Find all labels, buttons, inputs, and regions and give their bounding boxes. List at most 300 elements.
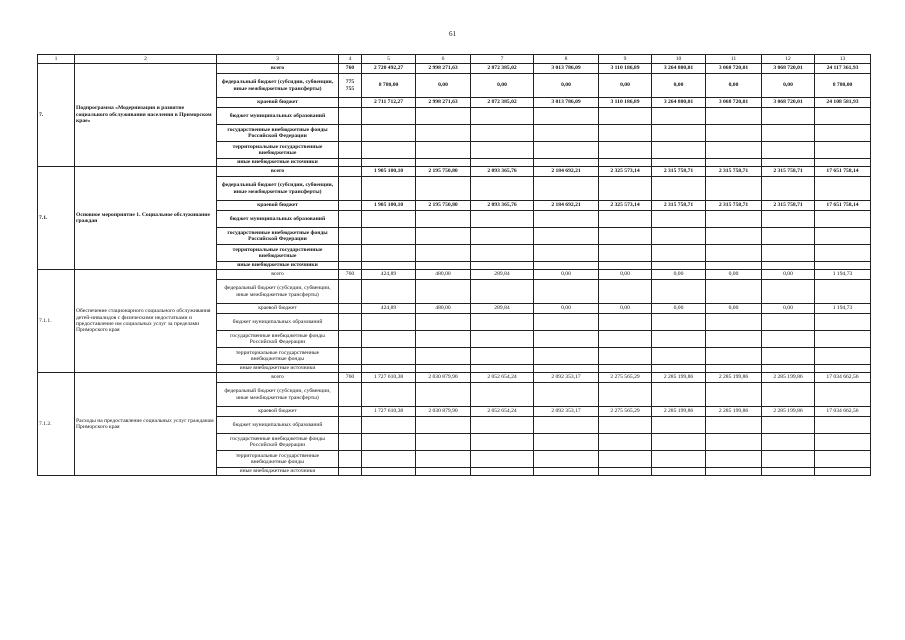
header-cell: 1 [38,55,75,64]
year-value: 0,00 [534,304,599,314]
header-cell: 9 [599,55,652,64]
year-value [416,108,471,125]
year-value [471,417,534,434]
year-value: 2 325 573,14 [599,201,652,211]
total-value: 24 117 361,93 [815,64,871,74]
page-number: 61 [449,30,456,38]
year-value [416,262,471,270]
year-value [762,348,815,365]
year-value [471,211,534,228]
year-value [762,280,815,304]
year-value [471,245,534,262]
total-value [815,314,871,331]
year-value [534,417,599,434]
year-value [599,417,652,434]
year-value: 2 184 692,21 [534,201,599,211]
year-value [762,245,815,262]
header-cell: 2 [75,55,217,64]
year-value [762,383,815,407]
year-value [599,280,652,304]
year-value: 2 195 750,80 [416,167,471,177]
year-value [599,177,652,201]
year-value [416,468,471,476]
year-value [652,142,706,159]
year-value [534,331,599,348]
year-value: 2 052 654,24 [471,373,534,383]
funding-source: территориальные государственные внебюджетные [217,245,339,262]
year-value [471,365,534,373]
year-value [599,383,652,407]
year-value [534,142,599,159]
total-value [815,280,871,304]
total-value [815,331,871,348]
year-value [762,434,815,451]
year-value: 2 275 565,29 [599,407,652,417]
year-value [706,451,762,468]
year-value [362,142,416,159]
year-value [652,451,706,468]
total-value: 17 034 662,56 [815,373,871,383]
year-value: 3 110 186,89 [599,98,652,108]
year-value: 2 315 758,71 [652,167,706,177]
budget-code [339,331,362,348]
year-value [416,348,471,365]
funding-source: федеральный бюджет (субсидии, субвенции, иные межбюджетные трансферты) [217,74,339,98]
budget-code [339,245,362,262]
budget-code [339,125,362,142]
year-value [762,262,815,270]
year-value [416,365,471,373]
year-value: 3 264 800,01 [652,98,706,108]
year-value [416,177,471,201]
year-value [362,262,416,270]
year-value: 1 905 100,10 [362,167,416,177]
year-value [652,280,706,304]
total-value [815,108,871,125]
year-value [762,451,815,468]
year-value [534,159,599,167]
year-value [706,365,762,373]
year-value: 3 013 786,09 [534,64,599,74]
total-value [815,348,871,365]
year-value [599,331,652,348]
year-value [534,468,599,476]
year-value [471,262,534,270]
total-value: 24 108 581,93 [815,98,871,108]
year-value [471,142,534,159]
year-value: 424,89 [362,304,416,314]
year-value: 0,00 [416,74,471,98]
year-value [652,108,706,125]
year-value [599,125,652,142]
total-value [815,468,871,476]
year-value: 0,00 [599,270,652,280]
year-value: 480,00 [416,270,471,280]
funding-source: иные внебюджетные источники [217,468,339,476]
year-value: 1 905 100,10 [362,201,416,211]
year-value [416,331,471,348]
budget-code [339,348,362,365]
header-cell: 12 [762,55,815,64]
year-value [706,211,762,228]
year-value [534,348,599,365]
year-value: 2 285 199,86 [762,407,815,417]
year-value: 289,84 [471,270,534,280]
year-value: 0,00 [762,304,815,314]
year-value: 2 092 353,17 [534,373,599,383]
total-value [815,159,871,167]
budget-code [339,407,362,417]
funding-source: федеральный бюджет (субсидии, субвенции, иные межбюджетные трансферты) [217,280,339,304]
total-value [815,383,871,407]
funding-source: государственные внебюджетные фонды Российской Федерации [217,228,339,245]
year-value: 3 068 720,01 [762,64,815,74]
year-value [534,365,599,373]
year-value [706,159,762,167]
year-value: 2 711 712,27 [362,98,416,108]
year-value [652,365,706,373]
year-value: 1 727 610,38 [362,407,416,417]
year-value: 3 068 720,01 [706,98,762,108]
year-value [362,228,416,245]
year-value [416,314,471,331]
year-value: 0,00 [706,270,762,280]
budget-code [339,280,362,304]
year-value [534,177,599,201]
year-value [362,108,416,125]
funding-source: всего [217,167,339,177]
year-value [762,314,815,331]
year-value [599,314,652,331]
year-value [652,383,706,407]
budget-code [339,304,362,314]
year-value [599,468,652,476]
year-value [534,314,599,331]
year-value [471,331,534,348]
year-value [362,280,416,304]
budget-code [339,211,362,228]
year-value [471,108,534,125]
funding-source: краевой бюджет [217,201,339,211]
year-value [706,314,762,331]
budget-table [37,54,871,476]
year-value [762,142,815,159]
year-value [534,262,599,270]
year-value [534,245,599,262]
year-value: 2 998 271,63 [416,98,471,108]
year-value [652,417,706,434]
budget-code [339,451,362,468]
year-value [706,108,762,125]
year-value: 2 184 692,21 [534,167,599,177]
budget-code [339,159,362,167]
budget-code: 760 [339,270,362,280]
total-value: 1 194,73 [815,304,871,314]
funding-source: всего [217,64,339,74]
year-value [599,434,652,451]
total-value: 17 651 758,14 [815,167,871,177]
year-value: 2 998 271,63 [416,64,471,74]
item-name: Основное мероприятие 1. Социальное обслуживание граждан [75,167,217,270]
total-value [815,228,871,245]
year-value [362,314,416,331]
year-value: 0,00 [471,74,534,98]
header-cell: 4 [339,55,362,64]
year-value [652,177,706,201]
table-row [38,373,871,383]
item-name: Обеспечение стационарного социального обслуживания детей-инвалидов с физическими недостатками и предоставление им социальных услуг за пределами Приморского края [75,270,217,373]
year-value: 2 285 199,86 [706,373,762,383]
table-row [38,64,871,74]
year-value [652,159,706,167]
year-value: 2 052 654,24 [471,407,534,417]
total-value: 17 034 662,56 [815,407,871,417]
header-cell: 13 [815,55,871,64]
year-value [706,228,762,245]
year-value [762,177,815,201]
budget-code: 760 [339,64,362,74]
year-value: 2 872 385,02 [471,64,534,74]
year-value [652,468,706,476]
year-value: 2 720 492,27 [362,64,416,74]
year-value [706,417,762,434]
year-value [706,280,762,304]
year-value [706,331,762,348]
header-cell: 10 [652,55,706,64]
year-value [534,228,599,245]
header-cell: 5 [362,55,416,64]
year-value [652,211,706,228]
year-value [416,451,471,468]
year-value: 2 872 385,02 [471,98,534,108]
header-row [38,55,871,64]
total-value [815,262,871,270]
total-value [815,434,871,451]
funding-source: всего [217,270,339,280]
header-cell: 6 [416,55,471,64]
total-value: 17 651 758,14 [815,201,871,211]
year-value [599,365,652,373]
year-value [652,348,706,365]
budget-code [339,142,362,159]
year-value [599,211,652,228]
header-cell: 11 [706,55,762,64]
year-value [362,211,416,228]
total-value [815,125,871,142]
funding-source: государственные внебюджетные фонды Российской Федерации [217,331,339,348]
year-value: 3 013 786,09 [534,98,599,108]
year-value [534,125,599,142]
year-value [706,434,762,451]
total-value: 1 194,73 [815,270,871,280]
year-value: 2 285 199,86 [762,373,815,383]
item-number: 7.1.2. [38,373,75,476]
year-value: 0,00 [706,304,762,314]
year-value: 2 285 199,86 [652,407,706,417]
budget-code [339,434,362,451]
budget-code: 775 755 [339,74,362,98]
funding-source: государственные внебюджетные фонды Российской Федерации [217,434,339,451]
year-value [599,142,652,159]
budget-code [339,314,362,331]
year-value: 0,00 [762,270,815,280]
year-value: 2 285 199,86 [652,373,706,383]
year-value [652,125,706,142]
funding-source: бюджет муниципальных образований [217,211,339,228]
year-value [599,228,652,245]
year-value: 2 030 879,90 [416,373,471,383]
year-value [416,417,471,434]
year-value [762,417,815,434]
funding-source: государственные внебюджетные фонды Российской Федерации [217,125,339,142]
year-value [706,125,762,142]
year-value [471,451,534,468]
budget-code [339,417,362,434]
year-value [362,417,416,434]
budget-code [339,228,362,245]
item-name: Расходы на предоставление социальных услуг гражданам Приморского края [75,373,217,476]
year-value [471,468,534,476]
year-value [762,228,815,245]
year-value: 2 275 565,29 [599,373,652,383]
year-value [362,159,416,167]
funding-source: территориальные государственные внебюджетные [217,142,339,159]
funding-source: федеральный бюджет (субсидии, субвенции, иные межбюджетные трансферты) [217,383,339,407]
year-value [534,383,599,407]
year-value: 3 110 186,89 [599,64,652,74]
total-value [815,211,871,228]
year-value [416,280,471,304]
year-value [471,228,534,245]
year-value [652,434,706,451]
total-value: 8 780,00 [815,74,871,98]
year-value [471,434,534,451]
year-value [362,451,416,468]
year-value: 0,00 [706,74,762,98]
header-cell: 7 [471,55,534,64]
year-value [652,262,706,270]
year-value: 2 315 758,71 [706,167,762,177]
funding-source: федеральный бюджет (субсидии, субвенции, иные межбюджетные трансферты) [217,177,339,201]
year-value [762,125,815,142]
year-value: 8 780,00 [362,74,416,98]
year-value [706,383,762,407]
budget-code [339,383,362,407]
year-value [362,331,416,348]
budget-code [339,98,362,108]
year-value [471,159,534,167]
year-value [762,365,815,373]
year-value: 2 285 199,86 [706,407,762,417]
year-value [471,314,534,331]
budget-code: 760 [339,373,362,383]
year-value [706,348,762,365]
item-number: 7.1.1. [38,270,75,373]
year-value: 2 325 573,14 [599,167,652,177]
year-value [416,142,471,159]
year-value [362,468,416,476]
year-value: 0,00 [652,270,706,280]
year-value [471,383,534,407]
year-value [534,280,599,304]
year-value: 480,00 [416,304,471,314]
year-value [362,383,416,407]
year-value [599,159,652,167]
year-value [362,365,416,373]
funding-source: иные внебюджетные источники [217,159,339,167]
header-cell: 3 [217,55,339,64]
year-value: 0,00 [762,74,815,98]
total-value [815,451,871,468]
budget-code [339,262,362,270]
year-value [706,468,762,476]
year-value: 3 068 720,01 [706,64,762,74]
year-value [362,125,416,142]
total-value [815,365,871,373]
table-row [38,270,871,280]
header-cell: 8 [534,55,599,64]
year-value: 3 264 800,01 [652,64,706,74]
year-value: 2 315 758,71 [706,201,762,211]
funding-source: иные внебюджетные источники [217,365,339,373]
year-value [416,211,471,228]
total-value [815,417,871,434]
budget-code [339,468,362,476]
total-value [815,142,871,159]
year-value: 3 068 720,01 [762,98,815,108]
year-value [362,434,416,451]
year-value: 2 315 758,71 [762,201,815,211]
budget-code [339,167,362,177]
budget-code [339,108,362,125]
year-value [599,348,652,365]
budget-code [339,201,362,211]
year-value: 289,84 [471,304,534,314]
year-value: 2 195 750,80 [416,201,471,211]
funding-source: краевой бюджет [217,407,339,417]
year-value [762,331,815,348]
year-value [416,434,471,451]
year-value: 0,00 [652,74,706,98]
year-value [362,177,416,201]
year-value: 2 030 879,90 [416,407,471,417]
year-value [416,228,471,245]
total-value [815,177,871,201]
year-value [362,348,416,365]
year-value [416,383,471,407]
year-value: 424,89 [362,270,416,280]
funding-source: всего [217,373,339,383]
year-value: 2 093 365,76 [471,167,534,177]
year-value [471,280,534,304]
item-number: 7.1. [38,167,75,270]
year-value [362,245,416,262]
year-value [416,245,471,262]
year-value [706,142,762,159]
year-value [762,468,815,476]
budget-code [339,365,362,373]
year-value: 0,00 [599,74,652,98]
funding-source: территориальные государственные внебюджетные фонды [217,348,339,365]
budget-code [339,177,362,201]
year-value [416,159,471,167]
year-value [706,245,762,262]
year-value [762,211,815,228]
year-value [762,159,815,167]
year-value: 1 727 610,38 [362,373,416,383]
funding-source: краевой бюджет [217,98,339,108]
funding-source: иные внебюджетные источники [217,262,339,270]
